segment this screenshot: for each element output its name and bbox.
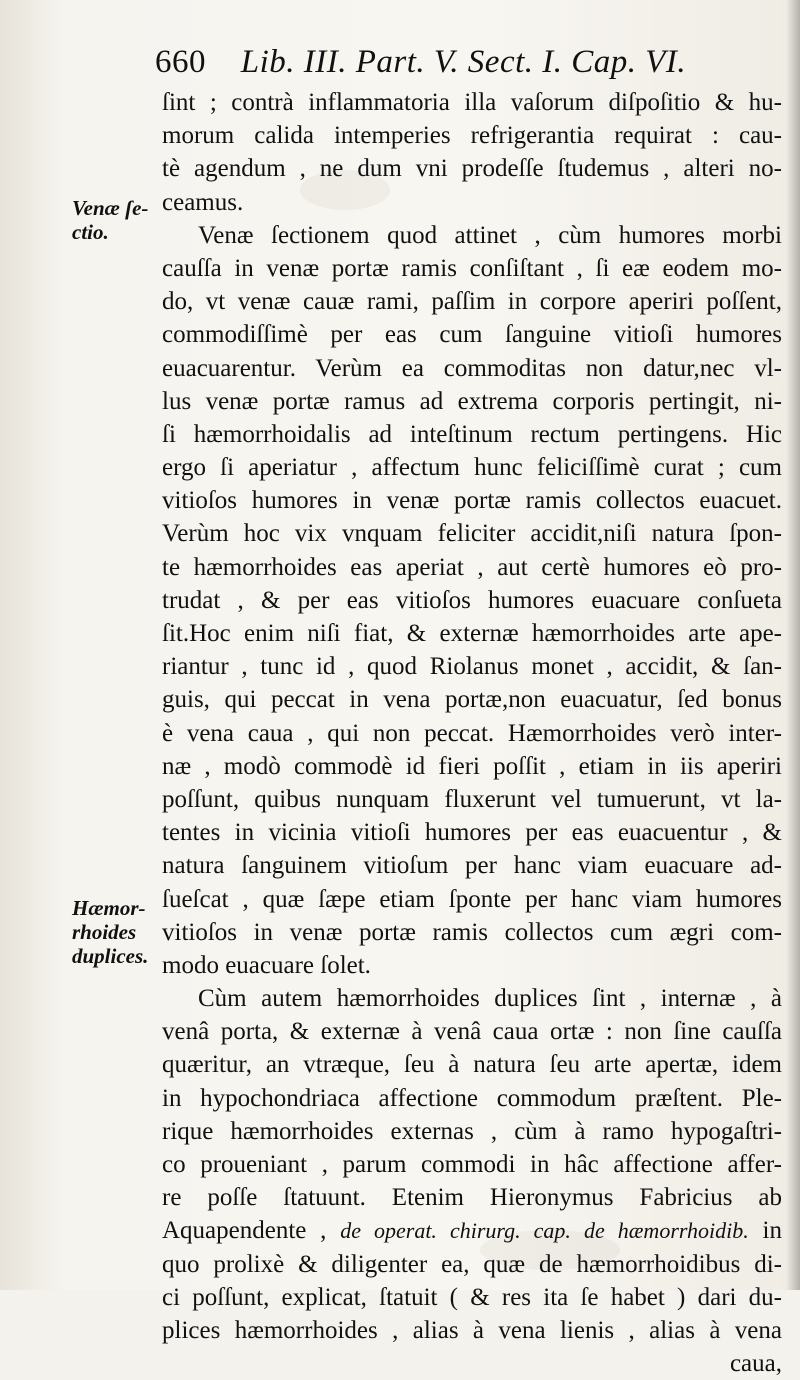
paragraph-start-line: Cùm autem hæmorrhoides duplices ſint , internæ , à [198,985,782,1013]
margin-note-haemorrhoides [72,896,156,968]
text-segment: in [748,1217,783,1245]
text-segment: Aquapendente , [162,1217,341,1245]
text-line: ceamus. [162,188,244,216]
text-line: plices hæmorrhoides , alias à vena lienis , alias à vena [162,1316,782,1344]
text-line: ci poſſunt, explicat, ſtatuit ( & res ita ſe habet ) dari du- [162,1283,782,1311]
text-line: co proueniant , parum commodi in hâc affectione affer- [162,1151,782,1178]
text-line: ſit.Hoc enim niſi fiat, & externæ hæmorrhoides arte ape- [162,620,782,647]
text-line: vitioſos humores in venæ portæ ramis collectos euacuet. [162,487,782,515]
text-line: in hypochondriaca affectione commodum præſtent. Ple- [162,1084,782,1112]
text-line: è vena caua , qui non peccat. Hæmorrhoides verò inter- [162,719,782,747]
text-line: cauſſa in venæ portæ ramis conſiſtant , ſi eæ eodem mo- [162,254,782,282]
text-line: ergo ſi aperiatur , affectum hunc feliciſſimè curat ; cum [162,454,782,482]
margin-note-line: duplices. [72,944,149,968]
citation-line [162,1214,782,1247]
page-number: 660 [155,44,206,80]
running-header [155,44,715,81]
text-line: tè agendum , ne dum vni prodeſſe ſtudemus , alteri no- [162,155,782,183]
inline-citation: de operat. chirurg. cap. de hæmorrhoidib. [340,1218,749,1244]
text-line: venâ porta, & externæ à venâ caua ortæ : non ſine cauſſa [162,1018,782,1046]
text-line: te hæmorrhoides eas aperiat , aut certè humores eò pro- [162,553,782,581]
margin-note-vena-sectio [72,196,156,244]
running-title: Lib. III. Part. V. Sect. I. Cap. VI. [240,44,687,80]
margin-note-line: Venæ ſe- [72,196,149,220]
margin-note-line: Hæmor- [72,896,146,920]
catchword: caua, [729,1350,782,1378]
text-line: guis, qui peccat in vena portæ,non euacuatur, ſed bonus [162,686,782,714]
text-line: trudat , & per eas vitioſos humores euacuare conſueta [162,586,782,614]
text-line: rique hæmorrhoides externas , cùm à ramo hypogaſtri- [162,1117,782,1145]
text-line: næ , modò commodè id fieri poſſit , etiam in iis aperiri [162,752,782,780]
text-line: ſint ; contrà inflammatoria illa vaſorum diſpoſitio & hu- [162,89,782,116]
text-line: tentes in vicinia vitioſi humores per eas euacuentur , & [162,819,782,847]
text-line: riantur , tunc id , quod Riolanus monet , accidit, & ſan- [162,653,782,681]
paragraph-start-line: Venæ ſectionem quod attinet , cùm humores morbi [198,221,782,249]
text-line: vitioſos in venæ portæ ramis collectos cum ægri com- [162,918,782,946]
body-text [162,86,782,1380]
text-line: natura ſanguinem vitioſum per hanc viam euacuare ad- [162,852,782,880]
text-line: poſſunt, quibus nunquam fluxerunt vel tumuerunt, vt la- [162,785,782,813]
text-line: euacuarentur. Verùm ea commoditas non datur,nec vl- [162,354,782,382]
text-line: lus venæ portæ ramus ad extrema corporis pertingit, ni- [162,387,782,415]
text-line: ſi hæmorrhoidalis ad inteſtinum rectum pertingens. Hic [162,420,782,448]
text-line: commodiſſimè per eas cum ſanguine vitioſi humores [162,321,782,349]
text-line: quæritur, an vtræque, ſeu à natura ſeu arte apertæ, idem [162,1051,782,1079]
text-line: Verùm hoc vix vnquam feliciter accidit,niſi natura ſpon- [162,520,782,548]
text-line: quo prolixè & diligenter ea, quæ de hæmorrhoidibus di- [162,1250,782,1278]
margin-note-line: rhoides [72,920,137,944]
page-edge-shadow [786,0,800,1290]
text-line: ſueſcat , quæ ſæpe etiam ſponte per hanc viam humores [162,885,782,913]
text-line: do, vt venæ cauæ rami, paſſim in corpore aperiri poſſent, [162,288,782,316]
text-line: modo euacuare ſolet. [162,951,371,979]
text-line: re poſſe ſtatuunt. Etenim Hieronymus Fabricius ab [162,1184,782,1212]
text-line: morum calida intemperies refrigerantia requirat : cau- [162,122,782,150]
margin-note-line: ctio. [72,220,109,244]
